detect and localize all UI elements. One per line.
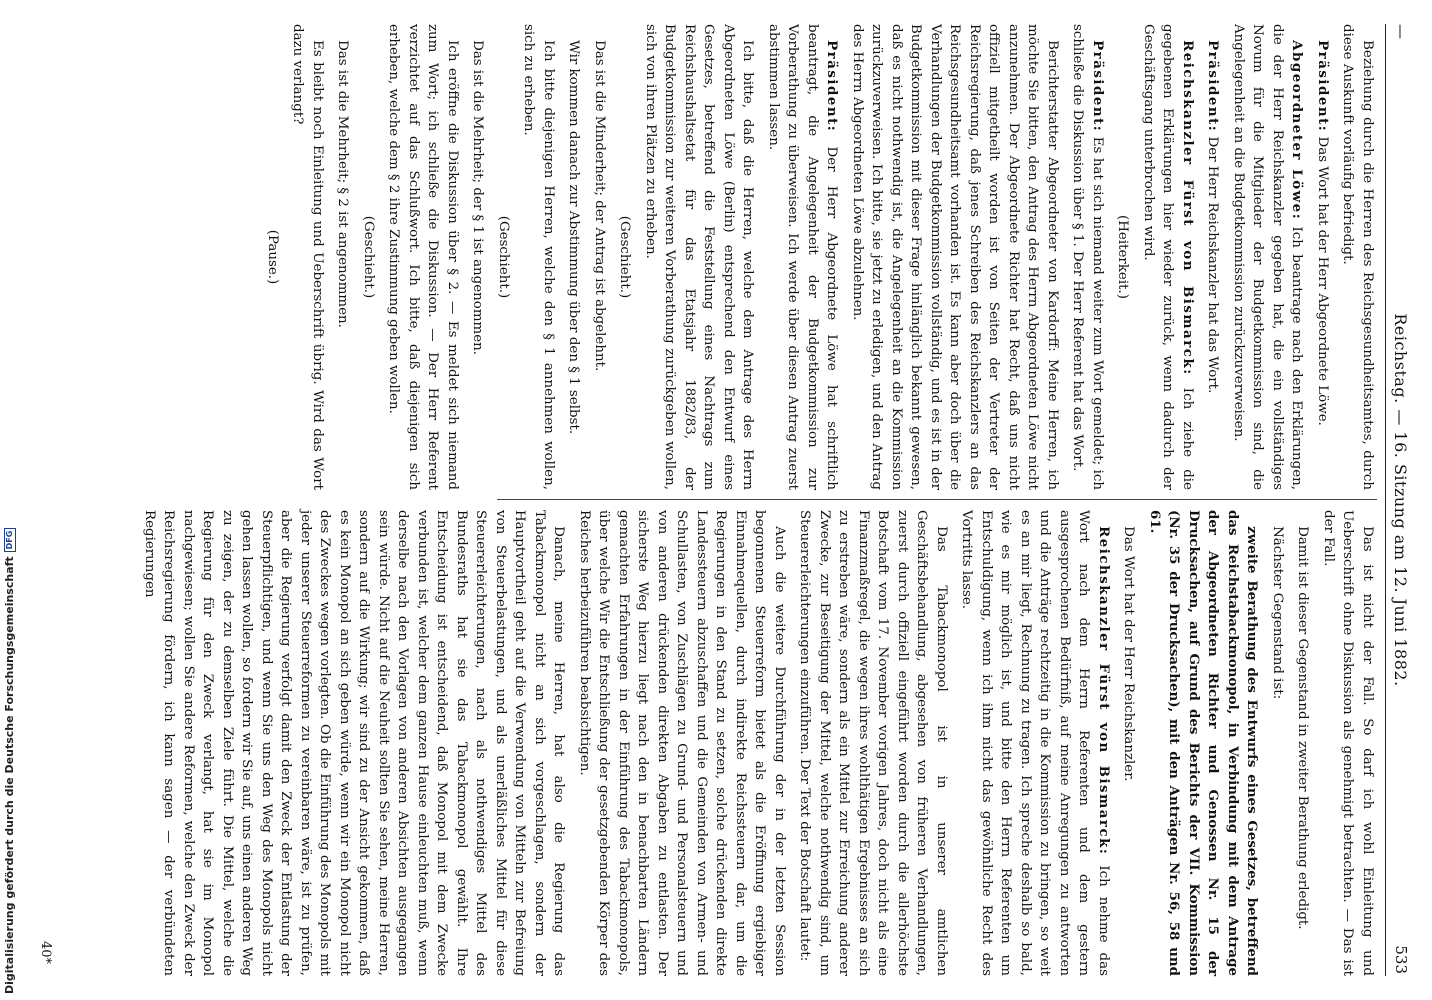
paragraph: [1313, 24, 1333, 490]
scanned-page: [12, 6, 1422, 994]
paragraph-text: Das Wort hat der Herr Abgeordnete Löwe.: [1315, 136, 1330, 426]
header-dash: —: [1392, 24, 1410, 39]
paragraph: [288, 24, 327, 490]
paragraph: [494, 24, 514, 490]
paragraph-text: zweite Berathung des Entwurfs eines Gesetzes, betreffend das Reichstabackmonopol, in Verbindung mit dem Antrage der Abgeordneten Richter und Genossen Nr. 15 der Drucksachen, auf Grund des Berichts der VII. Kommission (Nr. 35 der Drucksachen), mit den Anträgen Nr. 56, 58 und 61.: [1147, 510, 1261, 976]
paragraph-text: Danach, meine Herren, hat also die Regierung das Tabackmonopol nicht an sich vorgeschlagen, sondern der Hauptvortheil geht auf die Verwendung von Mitteln zur Befreiung von Steuerbelastungen, und als unerläßliches Mittel für diese Steuererleichterungen, nach als nothwendiges Mittel des Bundesraths hat sie das Tabackmonopol gewählt. Ihre Entscheidung ist entscheidend, daß Monopol mit dem Zwecke verbunden ist, welcher dem ganzen Hause einleuchten muß, wenn derselbe nach den Vorlagen von anderen Absichten ausgegangen sein würde. Nicht auf die Neuheit sollten Sie sehen, meine Herren, sondern auf die Wirkung; wir sind zu der Ansicht gekommen, daß es kein Monopol an sich geben würde, wenn wir ein Monopol nicht des Zweckes wegen vorlegten. Ob die Einführung des Monopols mit jeder unserer Steuerreformen zu vereinbaren wäre, ist zu prüfen, aber die Regierung verfolgt damit den Zweck der Entlastung der Steuerpflichtigen, und wenn Sie uns den Weg des Monopols nicht gehen lassen wollen, so fordern wir Sie auf, uns einen anderen Weg zu zeigen, der zu demselben Ziele führt. Die Mittel, welche die Regierung für den Zweck verlangt, hat sie im Monopol nachgewiesen; wollen Sie andere Reformen, welche den Zweck der Reichsregierung fördern, ich kann sagen — der verbündeten Regierungen: [142, 510, 567, 976]
paragraph: [333, 24, 353, 490]
paragraph: [1293, 510, 1313, 976]
paragraph-text: Ich bitte, daß die Herren, welche dem Antrage des Herrn Abgeordneten Löwe (Berlin) entsprechend den Entwurf eines Gesetzes, betreffend die Feststellung eines Nachtrags zum Reichshaushaltsetat für das Etatsjahr 1882/83, der Budgetkommission zur weiteren Vorberathung zurückgeben wollen, sich von ihren Plätzen zu erheben.: [643, 24, 756, 490]
paragraph-text: Das ist die Mehrheit; § 2 ist angenommen.: [335, 40, 351, 328]
speaker-name: Präsident:: [1315, 40, 1331, 133]
speaker-name: Reichskanzler Fürst von Bismarck:: [1180, 40, 1196, 376]
paragraph-text: Das ist die Minderheit; der Antrag ist abgelehnt.: [592, 40, 607, 372]
paragraph: [1145, 510, 1262, 976]
paragraph: [384, 24, 462, 490]
paragraph: [1338, 24, 1377, 490]
dfg-notice: Digitalisierung gefördert durch die Deutsche Forschungsgemeinschaft: [3, 556, 16, 994]
paragraph: [795, 510, 951, 976]
paragraph-text: (Geschieht.): [361, 215, 376, 299]
paragraph: [359, 24, 379, 490]
paragraph: [468, 24, 488, 490]
paragraph: [1113, 24, 1133, 490]
paragraph: [1319, 510, 1378, 976]
paragraph-text: Das Wort hat der Herr Reichskanzler.: [1121, 526, 1137, 782]
speaker-name: Präsident:: [1090, 40, 1106, 133]
paragraph-text: Ich beantrage nach den Erklärungen, die der Herr Reichskanzler gegeben hat, die ein vollständiges Novum für die Mitglieder der Budgetkommission sind, die Angelegenheit an die Budgetkommission zurückzuverweisen.: [1231, 24, 1305, 490]
paragraph: [615, 24, 635, 490]
paragraph: [519, 24, 558, 490]
header-rule: [1385, 24, 1386, 976]
paragraph-text: Das Tabackmonopol ist in unserer amtlichen Geschäftsbehandlung, abgesehen von früheren Verhandlungen, zuerst durch offiziell eingeführt worden durch die allerhöchste Botschaft vom 17. November vorigen Jahres, doch nicht als eine Finanzmaßregel, die wegen ihres wohlthätigen Ergebnisses an sich zu erstreben wäre, sondern als ein Mittel zur Erreichung anderer Zwecke, zur Beseitigung der Mittel, welche nothwendig sind, um Steuererleichterungen einzuführen. Der Text der Botschaft lautet:: [797, 510, 949, 976]
column-left: [51, 24, 1377, 490]
page-header: [1388, 24, 1412, 976]
paragraph-text: Ich ziehe die gegebenen Erklärungen hier wieder zurück, wenn dadurch der Geschäftsgang unterbrochen wird.: [1141, 24, 1195, 490]
paragraph-text: Es bleibt noch Einleitung und Ueberschrift übrig. Wird das Wort dazu verlangt?: [290, 24, 325, 490]
paragraph: [641, 24, 758, 490]
paragraph-text: Das ist nicht der Fall. So darf ich wohl Einleitung und Ueberschrift ohne Diskussion als genehmigt betrachten. — Das ist der Fall.: [1321, 510, 1375, 976]
dfg-logo-icon: DFG: [4, 528, 16, 553]
paragraph: [1068, 24, 1107, 490]
paragraph: [575, 510, 790, 976]
paragraph: [263, 24, 283, 490]
paragraph-text: (Geschieht.): [496, 215, 511, 299]
speaker-name: Abgeordneter Löwe:: [1289, 40, 1306, 221]
page-number: 533: [1392, 945, 1410, 974]
column-right: [51, 510, 1377, 976]
paragraph-text: Berichterstatter Abgeordneter von Kardorff: Meine Herren, ich möchte Sie bitten, den Antrag des Herrn Abgeordneten Löwe nicht anzunehmen. Der Abgeordnete Richter hat Recht, daß uns nicht offiziell mitgetheilt worden ist von Seiten der Vertreter der Reichsregierung, daß jenes Schreiben des Reichskanzlers an das Reichsgesundheitsamt vorhanden ist. Es kann aber doch über die Verhandlungen der Budgetkommission vollständig, und es ist in der Budgetkommission mit dieser Frage hinlänglich bekannt gewesen, daß es nicht nothwendig ist, die Angelegenheit an die Kommission zurückzuverweisen. Ich bitte, sie jetzt zu erledigen, und den Antrag des Herrn Abgeordneten Löwe abzulehnen.: [850, 24, 1060, 490]
paragraph-text: Ich eröffne die Diskussion über § 2. — Es meldet sich niemand zum Wort; ich schließe die Diskussion. — Der Herr Referent verzichtet auf das Schlußwort. Ich bitte, daß diejenigen sich erheben, welche dem § 2 ihre Zustimmung geben wollen.: [386, 24, 460, 490]
paragraph-text: Beziehung durch die Herren des Reichsgesundheitsamtes, durch diese Auskunft vorläufig befriedigt.: [1340, 24, 1375, 490]
paragraph: [1119, 510, 1139, 976]
paragraph: [764, 24, 842, 490]
paragraph-text: Das ist die Mehrheit; der § 1 ist angenommen.: [470, 40, 486, 356]
paragraph: [564, 24, 584, 490]
speaker-name: Präsident:: [1205, 40, 1222, 133]
paragraph: [1203, 24, 1223, 490]
dfg-watermark: [3, 474, 16, 994]
paragraph-text: Ich nehme das Wort nach dem Herrn Referenten und dem gestern ausgesprochenen Bedürfniß, auf meine Anregungen zu antworten und die Anträge rechtzeitig in die Kommission zu bringen, so weit es an mir liegt, Rechnung zu tragen. Ich spreche deshalb so bald, wie es mir möglich ist, und bitte den Herrn Referenten um Entschuldigung, wenn ich ihm nicht das gewöhnliche Recht des Vortritts lasse.: [959, 510, 1111, 976]
page-title: Reichstag. — 16. Sitzung am 12. Juni 1882.: [1391, 313, 1410, 687]
paragraph: [140, 510, 569, 976]
speaker-name: Reichskanzler Fürst von Bismarck:: [1096, 526, 1112, 856]
speaker-name: Präsident:: [824, 40, 841, 133]
footer-signature: 40*: [38, 940, 53, 964]
paragraph-text: Nächster Gegenstand ist:: [1270, 526, 1285, 700]
paragraph-text: (Heiterkeit.): [1115, 215, 1131, 299]
text-columns: [51, 24, 1377, 976]
paragraph: [1139, 24, 1198, 490]
paragraph-text: Ich bitte diejenigen Herren, welche den § 1 annehmen wollen, sich zu erheben.: [521, 24, 556, 490]
paragraph-text: Wir kommen danach zur Abstimmung über den § 1 selbst.: [566, 40, 582, 435]
paragraph: [1229, 24, 1307, 490]
paragraph: [590, 24, 610, 490]
paragraph-text: Es hat sich niemand weiter zum Wort gemeldet; ich schließe die Diskussion über § 1. Der Herr Referent hat das Wort.: [1070, 24, 1105, 490]
paragraph: [957, 510, 1113, 976]
paragraph-text: (Geschieht.): [617, 215, 633, 299]
paragraph-text: Auch die weitere Durchführung der in der letzten Session begonnenen Steuerreform bietet als die Eröffnung ergiebiger Einnahmequellen, durch indirekte Reichssteuern dar, um die Regierungen in den Stand zu setzen, solche drückenden direkte Landessteuern abzuschaffen und die Gemeinden von Armen- und Schullasten, von Zuschlägen zu Grund- und Personalsteuern und von anderen drückenden direkten Abgaben zu entlasten. Der sicherste Weg hierzu liegt nach den in benachbarten Ländern gemachten Erfahrungen in der Einführung des Tabackmonopols, über welche Wir die Entschließung der gesetzgebenden Körper des Reiches herbeizuführen beabsichtigen.: [577, 510, 787, 976]
paragraph: [848, 24, 1063, 490]
paragraph: [1268, 510, 1288, 976]
paragraph-text: Damit ist dieser Gegenstand in zweiter Berathung erledigt.: [1295, 526, 1311, 930]
paragraph-text: Der Herr Abgeordnete Löwe hat schriftlich beantragt, die Angelegenheit der Budgetkommission zur Vorberathung zu überweisen. Ich werde über diesen Antrag zuerst abstimmen lassen.: [766, 24, 840, 490]
paragraph-text: Der Herr Reichskanzler hat das Wort.: [1205, 136, 1221, 394]
paragraph-text: (Pause.): [265, 229, 280, 285]
